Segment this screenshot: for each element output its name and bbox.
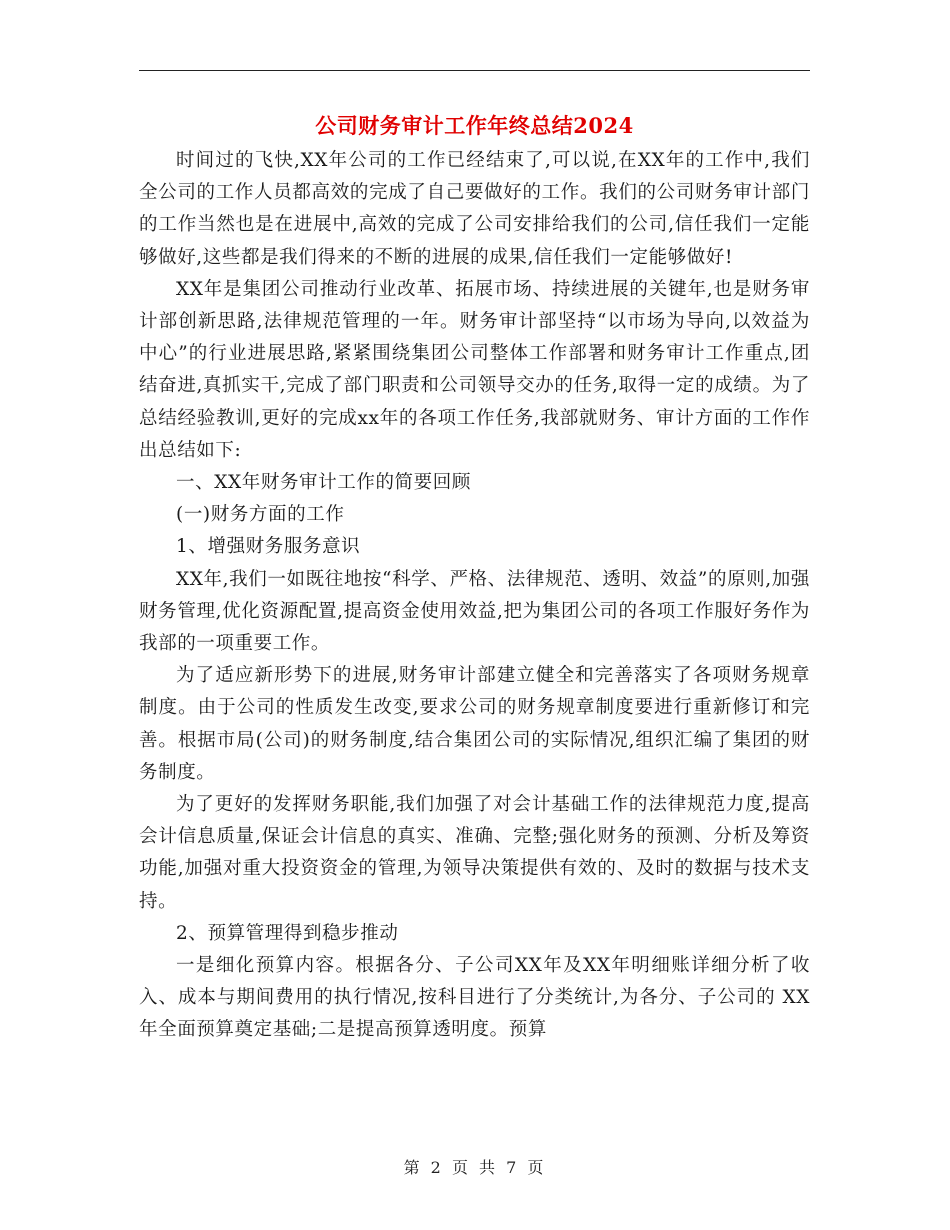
paragraph-overview: XX年是集团公司推动行业改革、拓展市场、持续进展的关键年,也是财务审计部创新思路,法律规范管理的一年。财务审计部坚持“以市场为导向,以效益为中心”的行业进展思路,紧紧围绕集团公司整体工作部署和财务审计工作重点,团结奋进,真抓实干,完成了部门职责和公司领导交办的任务,取得一定的成绩。为了总结经验教训,更好的完成xx年的各项工作任务,我部就财务、审计方面的工作作出总结如下: [139, 278, 810, 461]
header-rule [139, 70, 810, 71]
paragraph-budget: 一是细化预算内容。根据各分、子公司XX年及XX年明细账详细分析了收入、成本与期间费用的执行情况,按科目进行了分类统计,为各分、子公司的 XX年全面预算奠定基础;二是提高预算透明度。预算 [139, 955, 810, 1041]
document-body [139, 145, 810, 1047]
page-number: 第 2 页 共 7 页 [403, 1158, 547, 1177]
paragraph-intro: 时间过的飞快,XX年公司的工作已经结束了,可以说,在XX年的工作中,我们全公司的工作人员都高效的完成了自己要做好的工作。我们的公司财务审计部门的工作当然也是在进展中,高效的完成了公司安排给我们的公司,信任我们一定能够做好,这些都是我们得来的不断的进展的成果,信任我们一定能够做好! [139, 150, 810, 268]
paragraph-regulations: 为了适应新形势下的进展,财务审计部建立健全和完善落实了各项财务规章制度。由于公司的性质发生改变,要求公司的财务规章制度要进行重新修订和完善。根据市局(公司)的财务制度,结合集团公司的实际情况,组织汇编了集团的财务制度。 [139, 665, 810, 783]
paragraph-functions: 为了更好的发挥财务职能,我们加强了对会计基础工作的法律规范力度,提高会计信息质量,保证会计信息的真实、准确、完整;强化财务的预测、分析及筹资功能,加强对重大投资资金的管理,为领导决策提供有效的、及时的数据与技术支持。 [139, 794, 810, 912]
item-heading-service: 1、增强财务服务意识 [176, 536, 361, 558]
paragraph-service: XX年,我们一如既往地按“科学、严格、法律规范、透明、效益”的原则,加强财务管理,优化资源配置,提高资金使用效益,把为集团公司的各项工作服好务作为我部的一项重要工作。 [139, 568, 810, 655]
item-heading-budget: 2、预算管理得到稳步推动 [176, 922, 399, 944]
section-heading-review: 一、XX年财务审计工作的简要回顾 [176, 472, 471, 494]
document-title: 公司财务审计工作年终总结2024 [315, 113, 634, 138]
subsection-heading-finance: (一)财务方面的工作 [176, 504, 345, 526]
